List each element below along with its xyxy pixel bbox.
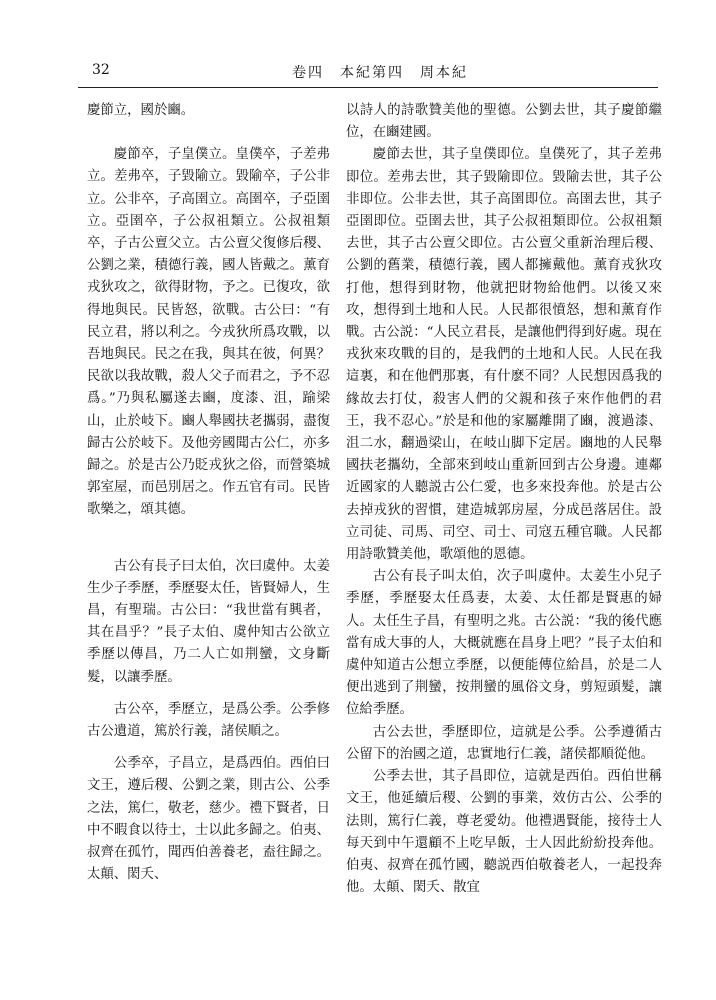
header-rule	[78, 87, 658, 88]
paragraph: 古公有長子曰太伯，次曰虞仲。太姜生少子季歷，季歷娶太任，皆賢婦人，生昌，有聖瑞。古公曰：“我世當有興者，其在昌乎？”長子太伯、虞仲知古公欲立季歷以傳昌，乃二人亡如荆蠻，文身斷髮，以讓季歷。	[87, 558, 330, 685]
running-head: 卷四 本紀第四 周本紀	[292, 65, 468, 81]
paragraph: 古公有長子叫太伯，次子叫虞仲。太姜生小兒子季歷，季歷娶太任爲妻，太姜、太任都是賢惠的婦人。太任生子昌，有聖明之兆。古公説：“我的後代應當有成大事的人，大概就應在昌身上吧？”長子太伯和虞仲知道古公想立季歷，以便能傳位給昌，於是二人便出逃到了荆蠻，按荆蠻的風俗文身，剪短頭髮，讓位給季歷。	[346, 569, 662, 718]
paragraph: 以詩人的詩歌贊美他的聖德。公劉去世，其子慶節繼位，在豳建國。	[346, 103, 662, 141]
translation-column	[346, 100, 662, 899]
classical-text-column	[87, 100, 330, 887]
page-header	[92, 62, 652, 84]
page-number: 32	[92, 62, 110, 78]
paragraph: 公季卒，子昌立，是爲西伯。西伯曰文王，遵后稷、公劉之業，則古公、公季之法，篤仁，敬老，慈少。禮下賢者，日中不暇食以待士，士以此多歸之。伯夷、叔齊在孤竹，聞西伯善養老，盍往歸之。太顛、閎夭、	[87, 756, 330, 883]
paragraph: 公季去世，其子昌即位，這就是西伯。西伯世稱文王，他延續后稷、公劉的事業，效仿古公、公季的法則，篤行仁義，尊老愛幼。他禮遇賢能，接待士人每天到中午還顧不上吃早飯，士人因此紛紛投奔他。伯夷、叔齊在孤竹國，聽説西伯敬養老人，一起投奔他。太顛、閎夭、散宜	[346, 769, 662, 896]
paragraph: 古公卒，季歷立，是爲公季。公季修古公遺道，篤於行義，諸侯順之。	[87, 701, 330, 740]
paragraph: 慶節卒，子皇僕立。皇僕卒，子差弗立。差弗卒，子毀隃立。毀隃卒，子公非立。公非卒，子高圉立。高圉卒，子亞圉立。亞圉卒，子公叔祖類立。公叔祖類卒，子古公亶父立。古公亶父復修后稷、公劉之業，積德行義，國人皆戴之。薰育戎狄攻之，欲得財物，予之。已復攻，欲得地與民。民皆怒，欲戰。古公曰：“有民立君，將以利之。今戎狄所爲攻戰，以吾地與民。民之在我，與其在彼，何異？民欲以我故戰，殺人父子而君之，予不忍爲。”乃與私屬遂去豳，度漆、沮，踰梁山，止於岐下。豳人舉國扶老攜弱，盡復歸古公於岐下。及他旁國聞古公仁，亦多歸之。於是古公乃貶戎狄之俗，而營築城郭室屋，而邑別居之。作五官有司。民皆歌樂之，頌其德。	[87, 147, 330, 518]
paragraph: 慶節立，國於豳。	[87, 103, 195, 118]
paragraph: 慶節去世，其子皇僕即位。皇僕死了，其子差弗即位。差弗去世，其子毀隃即位。毀隃去世，其子公非即位。公非去世，其子高圉即位。高圉去世，其子亞圉即位。亞圉去世，其子公叔祖類即位。公叔祖類去世，其子古公亶父即位。古公亶父重新治理后稷、公劉的舊業，積德行義，國人都擁戴他。薰育戎狄攻打他，想得到財物，他就把財物給他們。以後又來攻，想得到土地和人民。人民都很憤怒，想和薰育作戰。古公説：“人民立君長，是讓他們得到好處。現在戎狄來攻戰的目的，是我們的土地和人民。人民在我這裏，和在他們那裏，有什麽不同？人民想因爲我的緣故去打仗，殺害人們的父親和孩子來作他們的君王，我不忍心。”於是和他的家屬離開了豳，渡過漆、沮二水，翻過梁山，在岐山脚下定居。豳地的人民舉國扶老攜幼，全部來到岐山重新回到古公身邊。連鄰近國家的人聽説古公仁愛，也多來投奔他。於是古公去掉戎狄的習慣，建造城郭房屋，分成邑落居住。設立司徒、司馬、司空、司士、司寇五種官職。人民都用詩歌贊美他，歌頌他的恩德。	[346, 147, 662, 563]
paragraph: 古公去世，季歷即位，這就是公季。公季遵循古公留下的治國之道，忠實地行仁義，諸侯都順從他。	[346, 724, 662, 762]
